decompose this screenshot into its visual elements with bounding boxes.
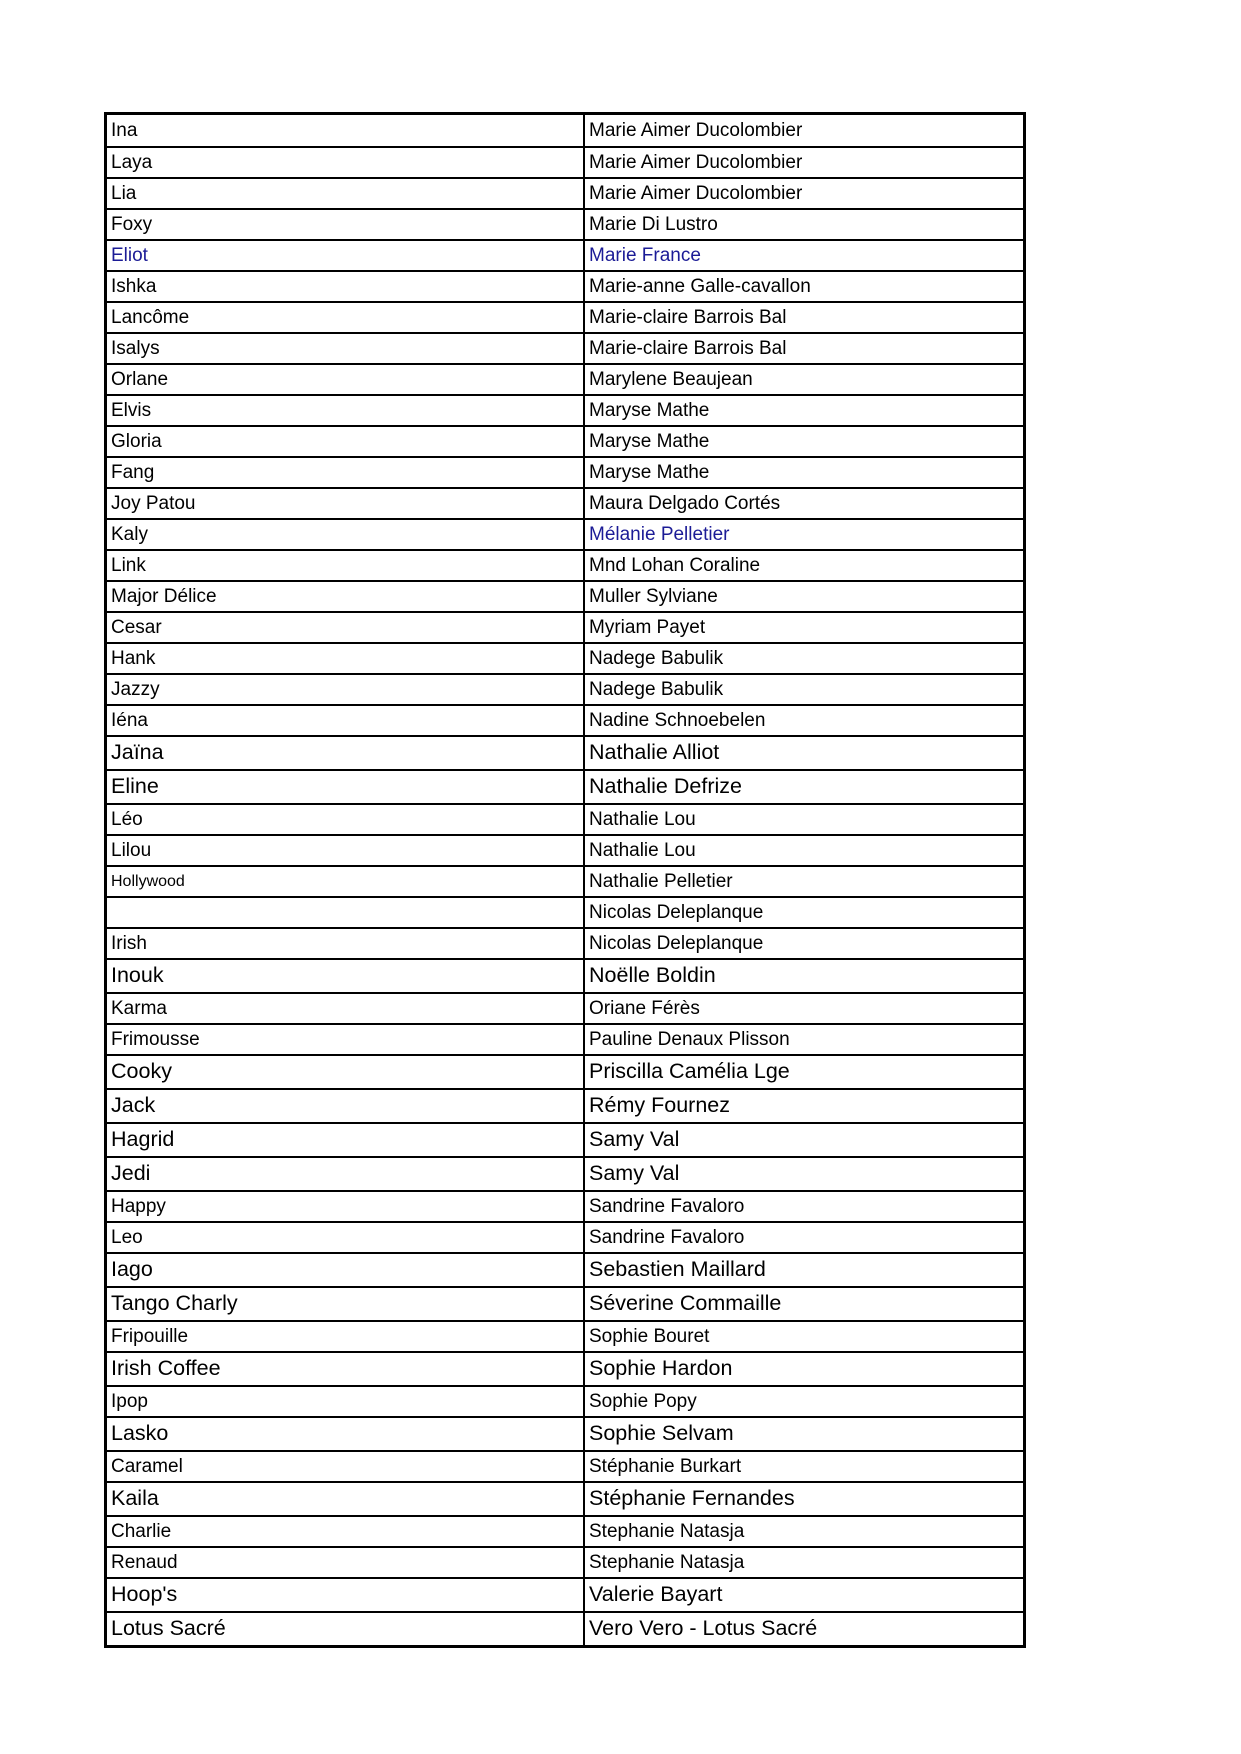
pet-name-cell: Tango Charly xyxy=(107,1288,585,1320)
pet-name-cell: Irish xyxy=(107,929,585,958)
table-row xyxy=(107,611,1023,642)
pet-name-cell: Renaud xyxy=(107,1548,585,1577)
owner-name-cell: Maryse Mathe xyxy=(589,400,710,421)
owner-name-cell: Mnd Lohan Coraline xyxy=(589,555,761,576)
table-row xyxy=(107,363,1023,394)
table-row xyxy=(107,239,1023,270)
pet-name-cell: Frimousse xyxy=(107,1025,585,1054)
table-row xyxy=(107,1122,1023,1156)
table-row xyxy=(107,992,1023,1023)
pet-owner-table xyxy=(104,112,1026,1648)
table-row xyxy=(107,1252,1023,1286)
owner-name-cell: Marie Aimer Ducolombier xyxy=(589,183,803,204)
table-row xyxy=(107,1546,1023,1577)
pet-name-cell: Lasko xyxy=(107,1418,585,1450)
table-row xyxy=(107,1577,1023,1611)
pet-name-cell: Jedi xyxy=(107,1158,585,1190)
pet-name-cell: Iago xyxy=(107,1254,585,1286)
pet-name-cell: Ipop xyxy=(107,1387,585,1416)
table-row xyxy=(107,1190,1023,1221)
owner-name-cell: Sandrine Favaloro xyxy=(589,1227,745,1248)
pet-name-cell: Ishka xyxy=(107,272,585,301)
owner-name-cell: Noëlle Boldin xyxy=(589,963,716,988)
table-row xyxy=(107,177,1023,208)
pet-name-cell: Kaly xyxy=(107,520,585,549)
table-row xyxy=(107,208,1023,239)
pet-name-cell: Irish Coffee xyxy=(107,1353,585,1385)
table-row xyxy=(107,927,1023,958)
pet-name-cell: Ina xyxy=(107,115,585,146)
owner-name-cell: Rémy Fournez xyxy=(589,1093,730,1118)
pet-name-cell: Karma xyxy=(107,994,585,1023)
pet-name-cell xyxy=(107,898,585,927)
owner-name-cell: Nathalie Lou xyxy=(589,840,696,861)
pet-name-cell: Happy xyxy=(107,1192,585,1221)
owner-name-cell: Mélanie Pelletier xyxy=(589,524,730,545)
table-row xyxy=(107,1416,1023,1450)
owner-name-cell: Marie-claire Barrois Bal xyxy=(589,338,787,359)
pet-name-cell: Major Délice xyxy=(107,582,585,611)
table-row xyxy=(107,1088,1023,1122)
owner-name-cell: Maryse Mathe xyxy=(589,431,710,452)
pet-name-cell: Gloria xyxy=(107,427,585,456)
table-row xyxy=(107,301,1023,332)
pet-name-cell: Jack xyxy=(107,1090,585,1122)
table-row xyxy=(107,896,1023,927)
table-row xyxy=(107,580,1023,611)
table-row xyxy=(107,1385,1023,1416)
owner-name-cell: Marie Di Lustro xyxy=(589,214,718,235)
table-row xyxy=(107,1515,1023,1546)
table-row xyxy=(107,549,1023,580)
owner-name-cell: Sophie Hardon xyxy=(589,1356,733,1381)
owner-name-cell: Nathalie Pelletier xyxy=(589,871,733,892)
owner-name-cell: Nathalie Alliot xyxy=(589,740,720,765)
table-row xyxy=(107,769,1023,803)
owner-name-cell: Sandrine Favaloro xyxy=(589,1196,745,1217)
pet-name-cell: Eline xyxy=(107,771,585,803)
table-row xyxy=(107,1054,1023,1088)
pet-name-cell: Hollywood xyxy=(107,867,585,896)
table-row xyxy=(107,958,1023,992)
pet-name-cell: Inouk xyxy=(107,960,585,992)
pet-name-cell: Eliot xyxy=(107,241,585,270)
owner-name-cell: Nathalie Lou xyxy=(589,809,696,830)
table-row xyxy=(107,487,1023,518)
table-row xyxy=(107,332,1023,363)
table-row xyxy=(107,146,1023,177)
table-row xyxy=(107,1023,1023,1054)
pet-name-cell: Lilou xyxy=(107,836,585,865)
table-row xyxy=(107,1450,1023,1481)
table-row xyxy=(107,456,1023,487)
pet-name-cell: Hoop's xyxy=(107,1579,585,1611)
table-row xyxy=(107,394,1023,425)
pet-name-cell: Foxy xyxy=(107,210,585,239)
owner-name-cell: Stephanie Natasja xyxy=(589,1521,745,1542)
table-row xyxy=(107,425,1023,456)
pet-name-cell: Hank xyxy=(107,644,585,673)
pet-name-cell: Iéna xyxy=(107,706,585,735)
table-row xyxy=(107,1286,1023,1320)
owner-name-cell: Muller Sylviane xyxy=(589,586,718,607)
owner-name-cell: Marie-anne Galle-cavallon xyxy=(589,276,811,297)
owner-name-cell: Marie France xyxy=(589,245,701,266)
owner-name-cell: Maryse Mathe xyxy=(589,462,710,483)
pet-name-cell: Jaïna xyxy=(107,737,585,769)
pet-name-cell: Orlane xyxy=(107,365,585,394)
table-row xyxy=(107,865,1023,896)
owner-name-cell: Pauline Denaux Plisson xyxy=(589,1029,790,1050)
pet-name-cell: Charlie xyxy=(107,1517,585,1546)
owner-name-cell: Oriane Férès xyxy=(589,998,700,1019)
table-row xyxy=(107,1351,1023,1385)
table-row xyxy=(107,1221,1023,1252)
table-row xyxy=(107,1320,1023,1351)
pet-name-cell: Laya xyxy=(107,148,585,177)
owner-name-cell: Nadege Babulik xyxy=(589,648,724,669)
table-row xyxy=(107,673,1023,704)
owner-name-cell: Nicolas Deleplanque xyxy=(589,902,764,923)
pet-name-cell: Isalys xyxy=(107,334,585,363)
table-row xyxy=(107,1481,1023,1515)
owner-name-cell: Sophie Bouret xyxy=(589,1326,710,1347)
owner-name-cell: Nicolas Deleplanque xyxy=(589,933,764,954)
pet-name-cell: Lia xyxy=(107,179,585,208)
pet-name-cell: Cesar xyxy=(107,613,585,642)
owner-name-cell: Stéphanie Burkart xyxy=(589,1456,742,1477)
pet-name-cell: Kaila xyxy=(107,1483,585,1515)
pet-name-cell: Link xyxy=(107,551,585,580)
owner-name-cell: Valerie Bayart xyxy=(589,1582,723,1607)
owner-name-cell: Samy Val xyxy=(589,1161,680,1186)
owner-name-cell: Nathalie Defrize xyxy=(589,774,742,799)
pet-name-cell: Léo xyxy=(107,805,585,834)
owner-name-cell: Myriam Payet xyxy=(589,617,706,638)
pet-name-cell: Leo xyxy=(107,1223,585,1252)
pet-name-cell: Hagrid xyxy=(107,1124,585,1156)
owner-name-cell: Sophie Popy xyxy=(589,1391,697,1412)
owner-name-cell: Marylene Beaujean xyxy=(589,369,753,390)
table-row xyxy=(107,642,1023,673)
pet-name-cell: Fang xyxy=(107,458,585,487)
owner-name-cell: Stéphanie Fernandes xyxy=(589,1486,795,1511)
owner-name-cell: Marie Aimer Ducolombier xyxy=(589,152,803,173)
table-row xyxy=(107,1156,1023,1190)
owner-name-cell: Priscilla Camélia Lge xyxy=(589,1059,790,1084)
owner-name-cell: Séverine Commaille xyxy=(589,1291,782,1316)
pet-name-cell: Lancôme xyxy=(107,303,585,332)
owner-name-cell: Sebastien Maillard xyxy=(589,1257,766,1282)
owner-name-cell: Samy Val xyxy=(589,1127,680,1152)
pet-name-cell: Lotus Sacré xyxy=(107,1613,585,1645)
table-row xyxy=(107,270,1023,301)
pet-name-cell: Caramel xyxy=(107,1452,585,1481)
owner-name-cell: Marie Aimer Ducolombier xyxy=(589,120,803,141)
pet-name-cell: Jazzy xyxy=(107,675,585,704)
table-row xyxy=(107,704,1023,735)
table-row xyxy=(107,834,1023,865)
pet-name-cell: Fripouille xyxy=(107,1322,585,1351)
table-row xyxy=(107,1611,1023,1645)
table-row xyxy=(107,735,1023,769)
pet-name-cell: Cooky xyxy=(107,1056,585,1088)
table-row xyxy=(107,803,1023,834)
owner-name-cell: Vero Vero - Lotus Sacré xyxy=(589,1616,818,1641)
owner-name-cell: Stephanie Natasja xyxy=(589,1552,745,1573)
owner-name-cell: Sophie Selvam xyxy=(589,1421,734,1446)
table-row xyxy=(107,115,1023,146)
table-row xyxy=(107,518,1023,549)
owner-name-cell: Maura Delgado Cortés xyxy=(589,493,781,514)
owner-name-cell: Nadege Babulik xyxy=(589,679,724,700)
owner-name-cell: Nadine Schnoebelen xyxy=(589,710,766,731)
pet-name-cell: Joy Patou xyxy=(107,489,585,518)
pet-name-cell: Elvis xyxy=(107,396,585,425)
owner-name-cell: Marie-claire Barrois Bal xyxy=(589,307,787,328)
